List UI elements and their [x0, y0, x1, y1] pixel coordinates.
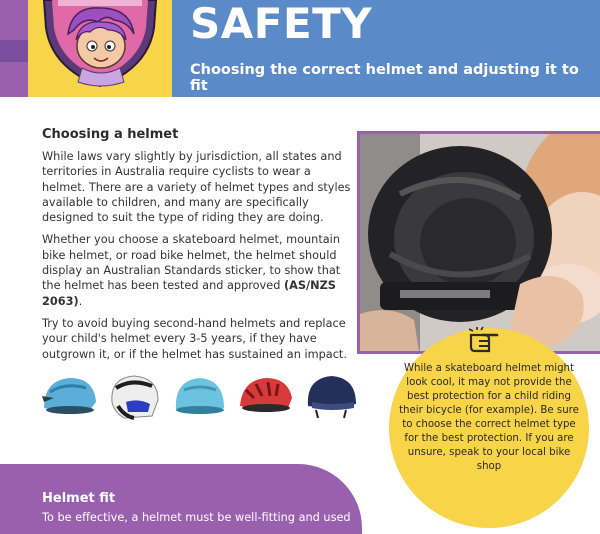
paragraph-standards	[42, 232, 352, 308]
mascot-badge-icon	[28, 0, 172, 97]
standard-code: (AS/NZS 2063)	[42, 279, 336, 308]
paragraph-standards-text: Whether you choose a skateboard helmet, mountain bike helmet, or road bike helmet, the helmet should display an Australian Standards sticker, to show that the helmet has been tested and approved	[42, 233, 341, 293]
road-helmet-icon	[236, 372, 294, 422]
helmet-fit-heading: Helmet fit	[42, 491, 116, 506]
header-accent-strip	[0, 0, 28, 97]
helmet-photo	[357, 131, 600, 354]
paragraph-replace: Try to avoid buying second-hand helmets and replace your child's helmet every 3-5 years, if they have outgrown it, or if the helmet has sustained an impact.	[42, 316, 347, 361]
full-face-helmet-icon	[104, 372, 162, 422]
pointing-hand-icon	[467, 325, 501, 355]
mtb-helmet-icon	[40, 372, 98, 422]
mascot-panel	[28, 0, 172, 97]
helmet-photo-image	[360, 134, 600, 354]
paragraph-standards-end: .	[78, 294, 83, 308]
tip-text: While a skateboard helmet might look cool, it may not provide the best protection for a child riding their bicycle (for example). Be sure to choose the correct helmet type for the best protection. If you are unsure, speak to your local bike shop	[399, 363, 579, 472]
choosing-helmet-section	[42, 127, 352, 369]
helmet-fit-text: To be effective, a helmet must be well-fitting and used	[42, 511, 351, 524]
page-title: SAFETY	[190, 0, 373, 48]
page-subtitle: Choosing the correct helmet and adjusting it to fit	[190, 62, 579, 94]
helmet-types-row	[40, 372, 360, 424]
section-heading: Choosing a helmet	[42, 127, 179, 142]
paragraph-laws: While laws vary slightly by jurisdiction, all states and territories in Australia require cyclists to wear a helmet. There are a variety of helmet types and styles available to children, and many are specifically designed to suit the type of riding they are doing.	[42, 150, 351, 225]
skate-helmet-icon	[170, 372, 228, 422]
commuter-helmet-icon	[302, 372, 360, 422]
